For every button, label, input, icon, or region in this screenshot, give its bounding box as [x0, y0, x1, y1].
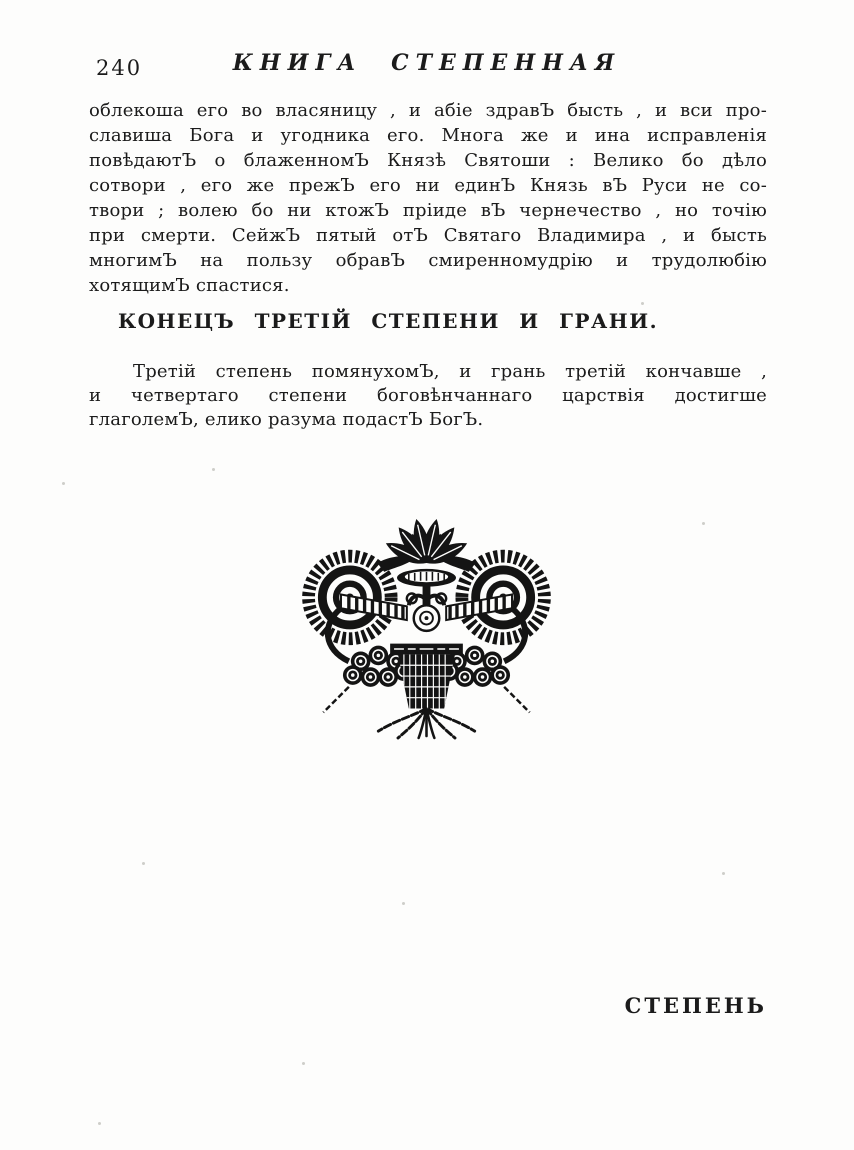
text-line: сотвори , его же прежЪ его ни единЪ Князь вЪ Руси не со- — [89, 175, 767, 196]
speck — [212, 468, 215, 471]
text-line: твори ; волею бо ни ктожЪ пріиде вЪ чернечество , но точію — [89, 200, 767, 221]
speck — [722, 872, 725, 875]
speck — [402, 902, 405, 905]
page-number: 240 — [96, 56, 143, 80]
catchword: СТЕПЕНЬ — [624, 993, 767, 1018]
paragraph-1 — [89, 98, 767, 298]
tailpiece-ornament — [284, 503, 569, 741]
text-line: Третій степень помянухомЪ, и грань третій кончавше , — [133, 361, 767, 382]
speck — [641, 302, 644, 305]
text-line: глаголемЪ, елико разума подастЪ БогЪ. — [89, 409, 484, 430]
text-line: хотящимЪ спастися. — [89, 275, 290, 296]
text-line: при смерти. СейжЪ пятый отЪ Святаго Владимира , и бысть — [89, 225, 767, 246]
text-line: повѣдаютЪ о блаженномЪ Князѣ Святоши : Велико бо дѣло — [89, 150, 767, 171]
speck — [702, 522, 705, 525]
speck — [98, 1122, 101, 1125]
speck — [62, 482, 65, 485]
speck — [302, 1062, 305, 1065]
speck — [142, 862, 145, 865]
text-line: и четвертаго степени боговѣнчаннаго царствія достигше — [89, 385, 767, 406]
running-title: КНИГА СТЕПЕННАЯ — [232, 50, 622, 76]
tailpiece-ornament-graphic — [284, 503, 569, 741]
text-line: славиша Бога и угодника его. Многа же и ина исправленія — [89, 125, 767, 146]
section-heading: КОНЕЦЪ ТРЕТІЙ СТЕПЕНИ И ГРАНИ. — [117, 309, 659, 333]
paragraph-2 — [89, 360, 767, 432]
text-line: облекоша его во власяницу , и абіе здравЪ бысть , и вси про- — [89, 100, 767, 121]
text-line: многимЪ на пользу обравЪ смиренномудрію и трудолюбію — [89, 250, 767, 271]
